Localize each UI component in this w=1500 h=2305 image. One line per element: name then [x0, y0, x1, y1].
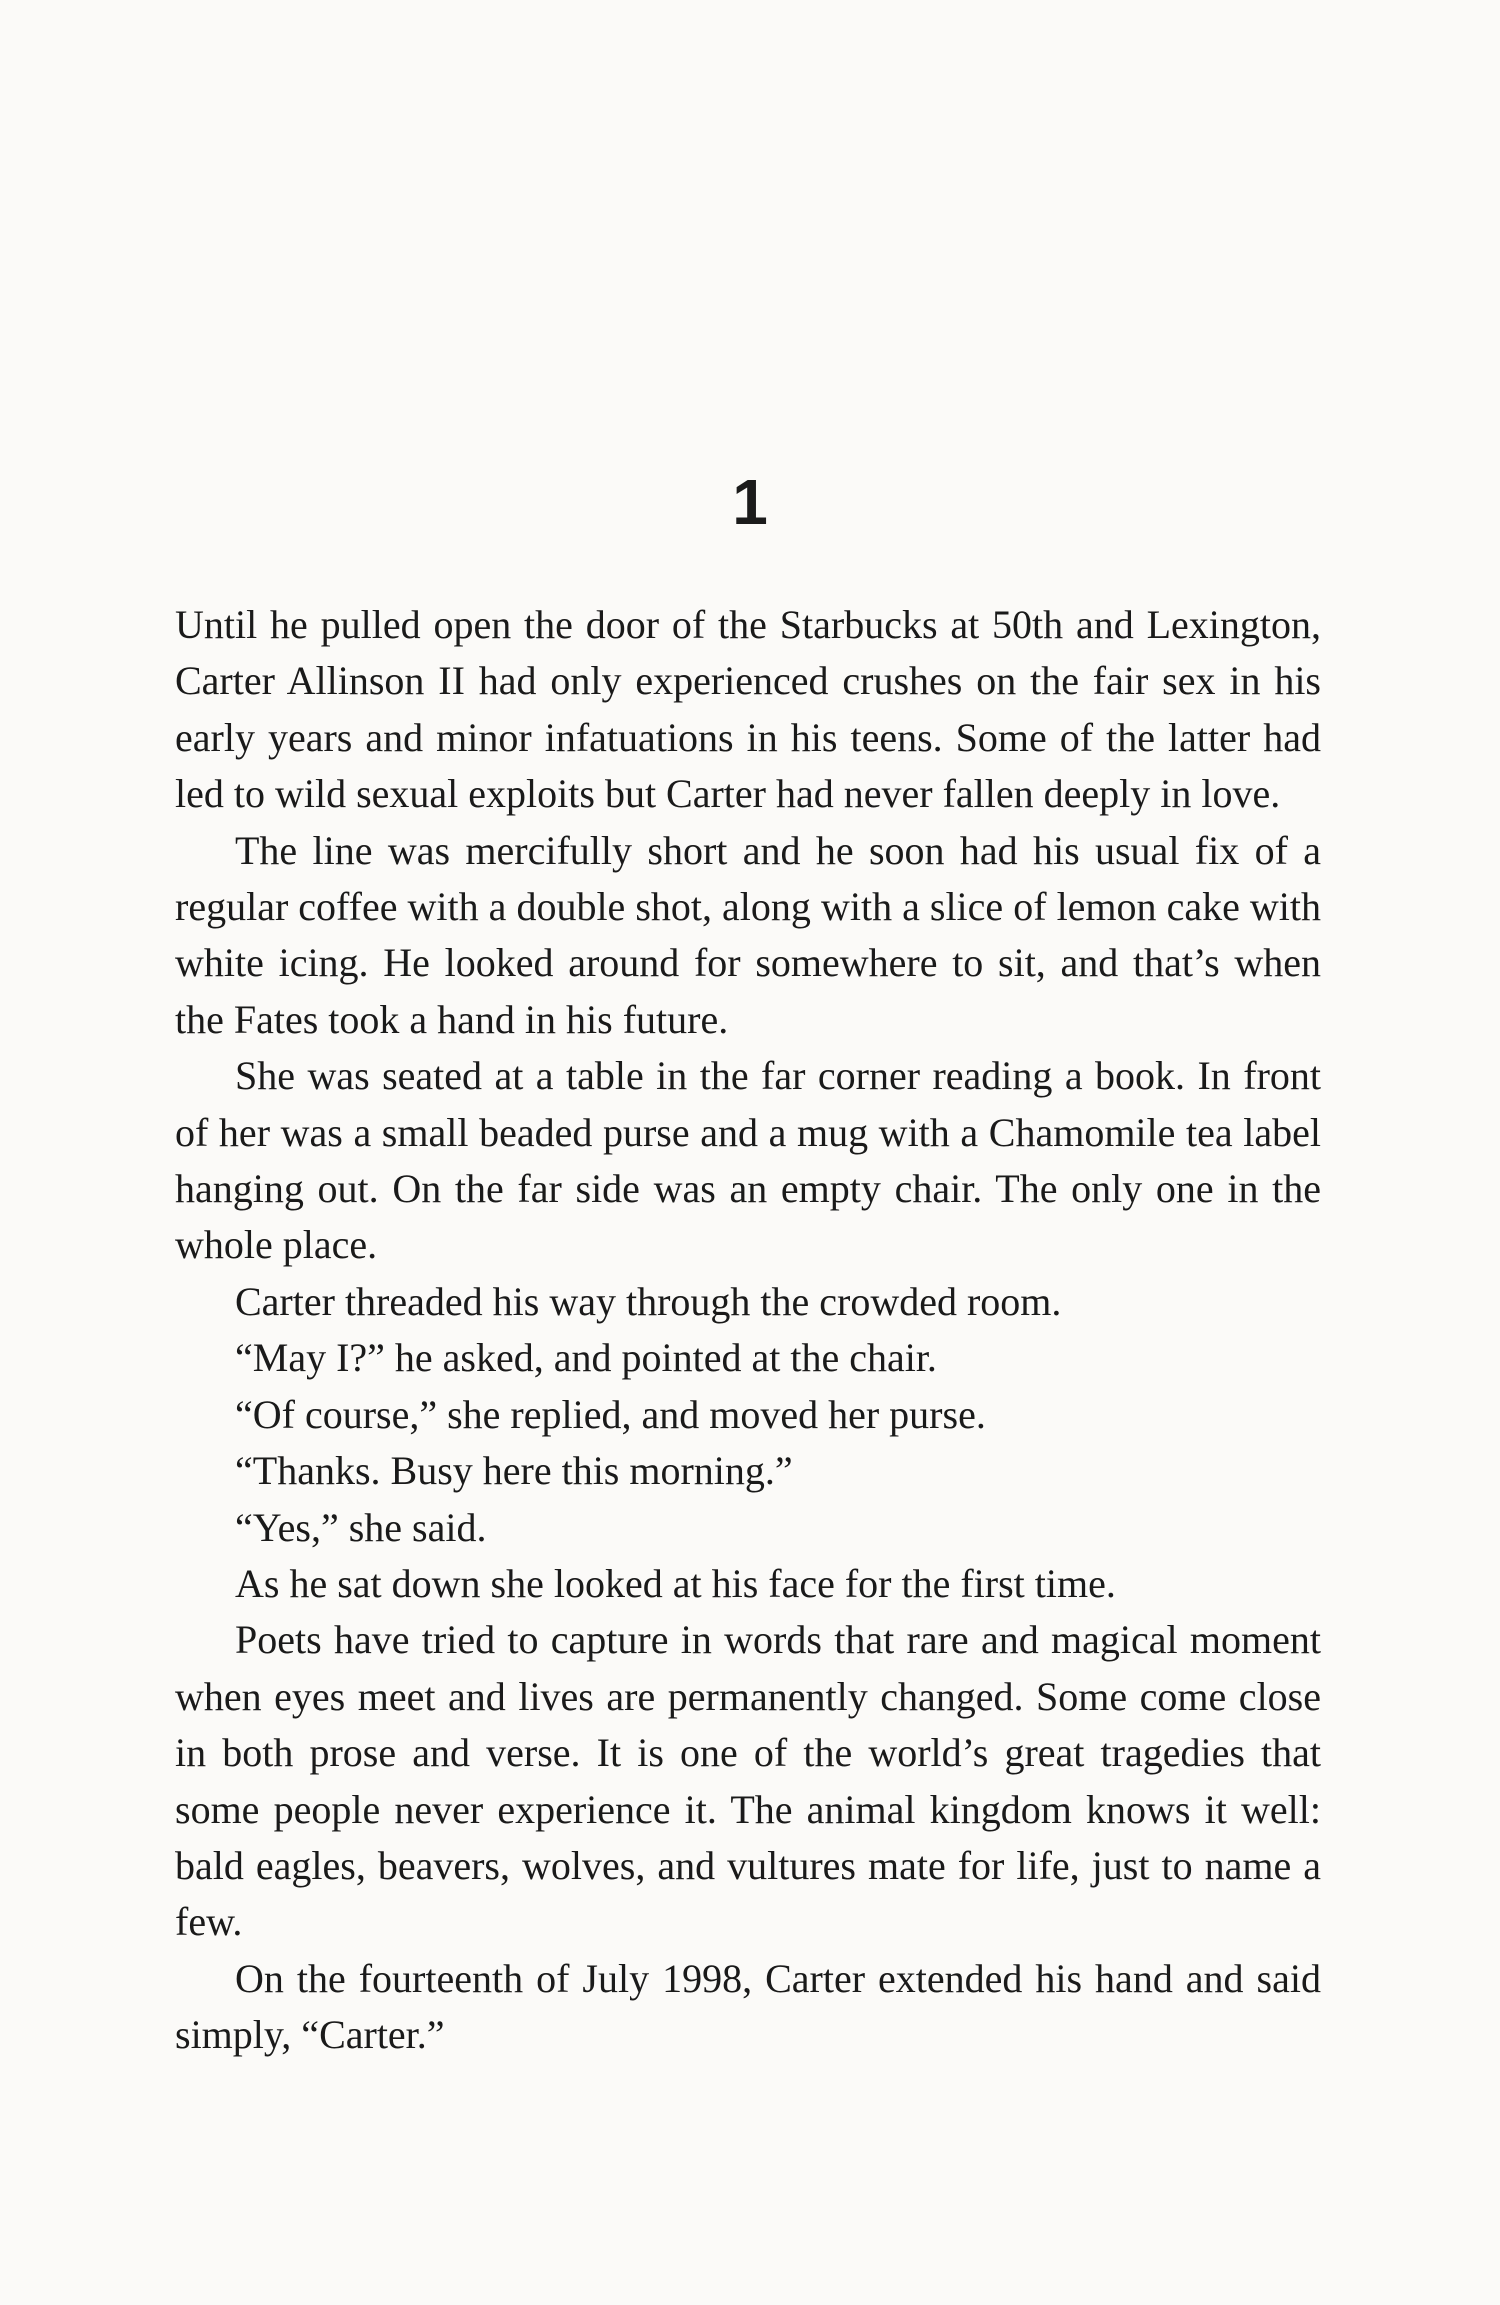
paragraph: On the fourteenth of July 1998, Carter extended his hand and said simply, “Carter.” [175, 1955, 1321, 2058]
paragraph: “Yes,” she said. [235, 1504, 487, 1550]
paragraph: Carter threaded his way through the crowded room. [235, 1278, 1062, 1324]
paragraph: “May I?” he asked, and pointed at the chair. [235, 1335, 937, 1381]
chapter-number: 1 [732, 466, 768, 538]
paragraph: Until he pulled open the door of the Starbucks at 50th and Lexington, Carter Allinson II had only experienced crushes on the fair sex in his early years and minor infatuations in his teens. Some of the latter had led to wild sexual exploits but Carter had never fallen deeply in love. [175, 602, 1321, 817]
paragraph: As he sat down she looked at his face for the first time. [235, 1560, 1116, 1606]
chapter-body [175, 597, 1321, 2064]
paragraph: “Of course,” she replied, and moved her purse. [235, 1391, 986, 1437]
paragraph: Poets have tried to capture in words that rare and magical moment when eyes meet and lives are permanently changed. Some come close in both prose and verse. It is one of the world’s great tragedies that some people never experience it. The animal kingdom knows it well: bald eagles, beavers, wolves, and vultures mate for life, just to name a few. [175, 1617, 1321, 1945]
paragraph: The line was mercifully short and he soon had his usual fix of a regular coffee with a double shot, along with a slice of lemon cake with white icing. He looked around for somewhere to sit, and that’s when the Fates took a hand in his future. [175, 827, 1321, 1042]
paragraph: “Thanks. Busy here this morning.” [235, 1448, 793, 1494]
paragraph: She was seated at a table in the far corner reading a book. In front of her was a small beaded purse and a mug with a Chamomile tea label hanging out. On the far side was an empty chair. The only one in the whole place. [175, 1053, 1321, 1268]
